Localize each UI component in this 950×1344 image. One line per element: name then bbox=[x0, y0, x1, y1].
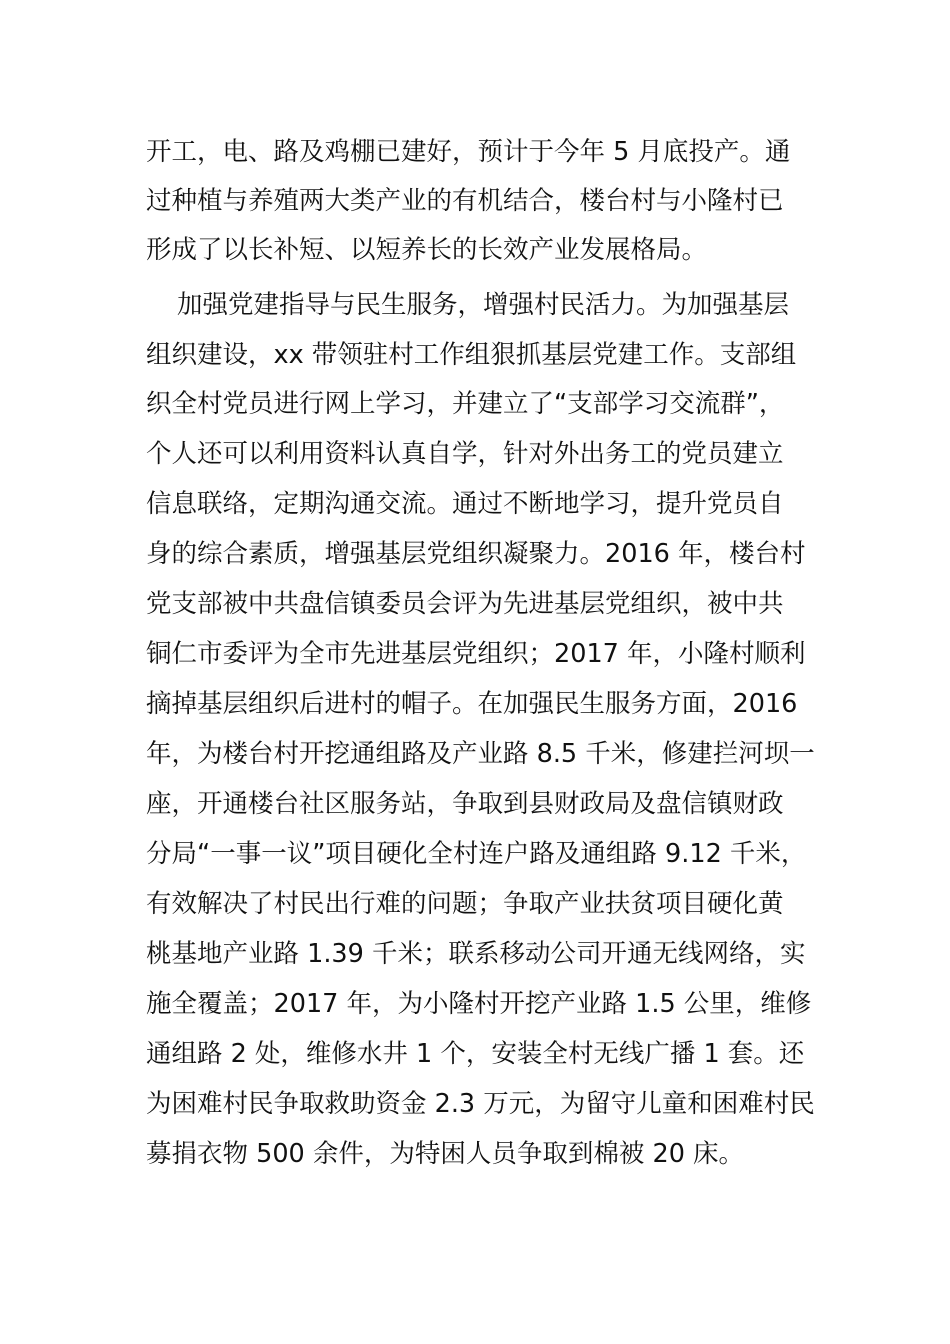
paragraph-2-line-3: 织全村党员进行网上学习，并建立了“支部学习交流群”， bbox=[146, 389, 785, 419]
paragraph-2-line-14: 桃基地产业路 1.39 千米；联系移动公司开通无线网络，实 bbox=[146, 939, 806, 969]
paragraph-2-line-7: 党支部被中共盘信镇委员会评为先进基层党组织，被中共 bbox=[146, 589, 784, 619]
paragraph-2-line-8: 铜仁市委评为全市先进基层党组织；2017 年，小隆村顺利 bbox=[146, 639, 806, 669]
paragraph-2-line-4: 个人还可以利用资料认真自学，针对外出务工的党员建立 bbox=[146, 439, 784, 469]
paragraph-2-line-1: 加强党建指导与民生服务，增强村民活力。为加强基层 bbox=[177, 290, 790, 320]
paragraph-2-line-10: 年，为楼台村开挖通组路及产业路 8.5 千米，修建拦河坝一 bbox=[146, 739, 815, 769]
paragraph-2-line-17: 为困难村民争取救助资金 2.3 万元，为留守儿童和困难村民 bbox=[146, 1089, 815, 1119]
paragraph-1-line-1: 开工，电、路及鸡棚已建好，预计于今年 5 月底投产。通 bbox=[146, 137, 791, 167]
paragraph-2-line-16: 通组路 2 处，维修水井 1 个，安装全村无线广播 1 套。还 bbox=[146, 1039, 805, 1069]
paragraph-2-line-6: 身的综合素质，增强基层党组织凝聚力。2016 年，楼台村 bbox=[146, 539, 806, 569]
paragraph-1-line-3: 形成了以长补短、以短养长的长效产业发展格局。 bbox=[146, 235, 708, 265]
paragraph-1-line-2: 过种植与养殖两大类产业的有机结合，楼台村与小隆村已 bbox=[146, 186, 784, 216]
paragraph-2-line-2: 组织建设，xx 带领驻村工作组狠抓基层党建工作。支部组 bbox=[146, 340, 797, 370]
paragraph-2-line-18: 募捐衣物 500 余件，为特困人员争取到棉被 20 床。 bbox=[146, 1139, 745, 1169]
paragraph-2-line-9: 摘掉基层组织后进村的帽子。在加强民生服务方面，2016 bbox=[146, 689, 798, 719]
paragraph-2-line-12: 分局“一事一议”项目硬化全村连户路及通组路 9.12 千米， bbox=[146, 839, 807, 869]
paragraph-2-line-11: 座，开通楼台社区服务站，争取到县财政局及盘信镇财政 bbox=[146, 789, 784, 819]
paragraph-2-line-15: 施全覆盖；2017 年，为小隆村开挖产业路 1.5 公里，维修 bbox=[146, 989, 812, 1019]
paragraph-2-line-5: 信息联络，定期沟通交流。通过不断地学习，提升党员自 bbox=[146, 489, 784, 519]
paragraph-2-line-13: 有效解决了村民出行难的问题；争取产业扶贫项目硬化黄 bbox=[146, 889, 784, 919]
